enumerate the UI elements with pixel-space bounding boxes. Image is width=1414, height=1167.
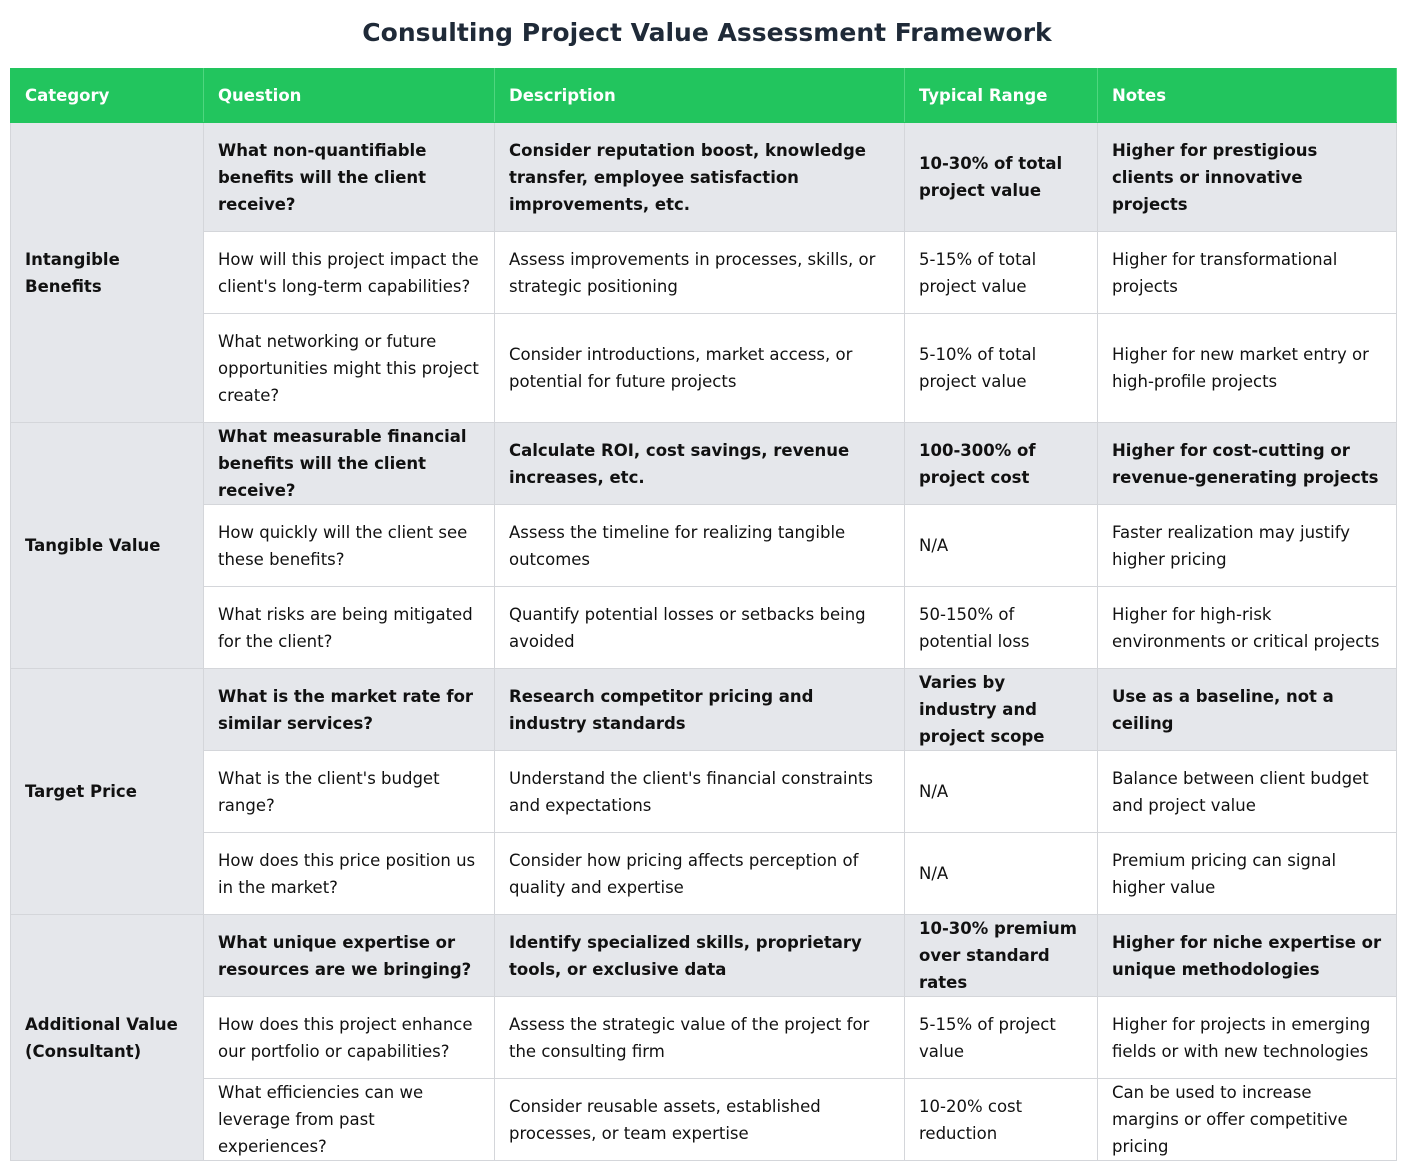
table-row [11,915,1397,997]
range-cell: Varies by industry and project scope [905,669,1098,751]
notes-cell: Higher for niche expertise or unique methodologies [1098,915,1397,997]
column-header-question: Question [204,69,495,123]
range-cell: 100-300% of project cost [905,423,1098,505]
question-cell: How does this project enhance our portfolio or capabilities? [204,997,495,1079]
notes-cell: Use as a baseline, not a ceiling [1098,669,1397,751]
category-cell: Target Price [11,669,204,915]
table-header [11,69,1397,123]
notes-cell: Higher for transformational projects [1098,232,1397,314]
description-cell: Calculate ROI, cost savings, revenue increases, etc. [495,423,905,505]
range-cell: N/A [905,505,1098,587]
column-header-category: Category [11,69,204,123]
table-row [11,587,1397,669]
table-row [11,423,1397,505]
question-cell: What efficiencies can we leverage from past experiences? [204,1079,495,1161]
question-cell: What risks are being mitigated for the client? [204,587,495,669]
assessment-table [10,68,1397,1161]
question-cell: How will this project impact the client's long-term capabilities? [204,232,495,314]
column-header-description: Description [495,69,905,123]
description-cell: Assess improvements in processes, skills, or strategic positioning [495,232,905,314]
header-row [11,69,1397,123]
range-cell: 10-20% cost reduction [905,1079,1098,1161]
notes-cell: Can be used to increase margins or offer competitive pricing [1098,1079,1397,1161]
range-cell: N/A [905,833,1098,915]
notes-cell: Faster realization may justify higher pricing [1098,505,1397,587]
category-cell: Intangible Benefits [11,123,204,423]
question-cell: How quickly will the client see these benefits? [204,505,495,587]
description-cell: Quantify potential losses or setbacks being avoided [495,587,905,669]
question-cell: How does this price position us in the market? [204,833,495,915]
range-cell: 5-15% of total project value [905,232,1098,314]
description-cell: Understand the client's financial constraints and expectations [495,751,905,833]
notes-cell: Higher for new market entry or high-profile projects [1098,314,1397,423]
notes-cell: Higher for high-risk environments or critical projects [1098,587,1397,669]
table-row [11,314,1397,423]
notes-cell: Higher for projects in emerging fields or with new technologies [1098,997,1397,1079]
column-header-typical-range: Typical Range [905,69,1098,123]
range-cell: 10-30% of total project value [905,123,1098,232]
notes-cell: Higher for prestigious clients or innovative projects [1098,123,1397,232]
range-cell: 5-15% of project value [905,997,1098,1079]
description-cell: Consider introductions, market access, or potential for future projects [495,314,905,423]
table-row [11,833,1397,915]
notes-cell: Premium pricing can signal higher value [1098,833,1397,915]
table-row [11,669,1397,751]
question-cell: What measurable financial benefits will the client receive? [204,423,495,505]
description-cell: Consider reputation boost, knowledge transfer, employee satisfaction improvements, etc. [495,123,905,232]
table-body [11,123,1397,1161]
category-cell: Additional Value (Consultant) [11,915,204,1161]
page-title: Consulting Project Value Assessment Framework [362,18,1052,47]
range-cell: 5-10% of total project value [905,314,1098,423]
description-cell: Consider how pricing affects perception of quality and expertise [495,833,905,915]
description-cell: Assess the strategic value of the project for the consulting firm [495,997,905,1079]
question-cell: What networking or future opportunities might this project create? [204,314,495,423]
table-row [11,997,1397,1079]
table-row [11,123,1397,232]
table-row [11,505,1397,587]
column-header-notes: Notes [1098,69,1397,123]
description-cell: Assess the timeline for realizing tangible outcomes [495,505,905,587]
table-row [11,232,1397,314]
table-row [11,751,1397,833]
description-cell: Identify specialized skills, proprietary tools, or exclusive data [495,915,905,997]
range-cell: N/A [905,751,1098,833]
notes-cell: Balance between client budget and project value [1098,751,1397,833]
description-cell: Research competitor pricing and industry standards [495,669,905,751]
question-cell: What unique expertise or resources are we bringing? [204,915,495,997]
notes-cell: Higher for cost-cutting or revenue-generating projects [1098,423,1397,505]
question-cell: What non-quantifiable benefits will the client receive? [204,123,495,232]
range-cell: 10-30% premium over standard rates [905,915,1098,997]
description-cell: Consider reusable assets, established processes, or team expertise [495,1079,905,1161]
question-cell: What is the market rate for similar services? [204,669,495,751]
category-cell: Tangible Value [11,423,204,669]
range-cell: 50-150% of potential loss [905,587,1098,669]
table-row [11,1079,1397,1161]
question-cell: What is the client's budget range? [204,751,495,833]
